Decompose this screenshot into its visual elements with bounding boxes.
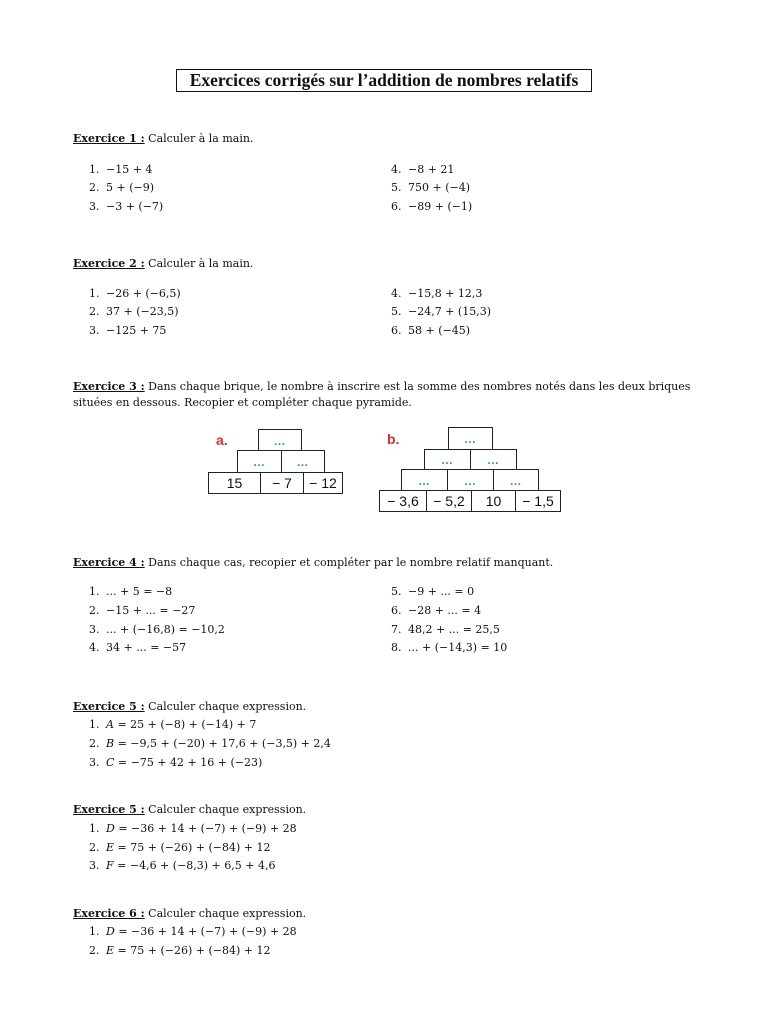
exercise-2-label: Exercice 2 : — [73, 257, 145, 270]
exercise-6-instruction: Calculer chaque expression. — [144, 907, 307, 920]
exercise-2-header — [73, 256, 253, 271]
list-item: 7. 48,2 + ... = 25,5 — [391, 623, 500, 636]
pyramid-b — [375, 422, 567, 516]
list-item: 2. B = −9,5 + (−20) + 17,6 + (−3,5) + 2,4 — [89, 737, 331, 750]
pyramid-b-letter: b. — [387, 431, 400, 447]
exercise-3-header — [73, 379, 713, 411]
pyramid-b-top-brick: … — [448, 427, 493, 450]
exercise-4-header — [73, 555, 553, 570]
exercise-3-instruction: Dans chaque brique, le nombre à inscrire est la somme des nombres notés dans les deux briques situées en dessous. Recopier et compléter chaque pyramide. — [73, 380, 691, 409]
list-item: 3. ... + (−16,8) = −10,2 — [89, 623, 225, 636]
list-item: 4. −15,8 + 12,3 — [391, 287, 483, 300]
pyramid-b-row3-brick: … — [493, 469, 539, 491]
exercise-5a-header — [73, 699, 306, 714]
exercise-5b-label: Exercice 5 : — [73, 803, 145, 816]
list-item: 8. ... + (−14,3) = 10 — [391, 641, 508, 654]
list-item: 4. 34 + ... = −57 — [89, 641, 187, 654]
list-item: 5. 750 + (−4) — [391, 181, 471, 194]
exercise-4-instruction: Dans chaque cas, recopier et compléter par le nombre relatif manquant. — [144, 556, 554, 569]
list-item: 2. 5 + (−9) — [89, 181, 155, 194]
exercise-2-instruction: Calculer à la main. — [144, 257, 254, 270]
exercise-1-header — [73, 131, 253, 146]
pyramid-a-base-brick: − 12 — [303, 472, 343, 494]
pyramid-a-letter: a. — [216, 432, 228, 448]
list-item: 6. −89 + (−1) — [391, 200, 473, 213]
exercise-4-label: Exercice 4 : — [73, 556, 145, 569]
pyramid-b-base-brick: − 3,6 — [379, 490, 427, 512]
exercise-1-label: Exercice 1 : — [73, 132, 145, 145]
list-item: 1. D = −36 + 14 + (−7) + (−9) + 28 — [89, 822, 297, 835]
exercise-6-label: Exercice 6 : — [73, 907, 145, 920]
list-item: 6. 58 + (−45) — [391, 324, 471, 337]
pyramid-b-base-brick: 10 — [471, 490, 516, 512]
list-item: 3. −3 + (−7) — [89, 200, 164, 213]
pyramid-b-row3-brick: … — [401, 469, 448, 491]
list-item: 3. C = −75 + 42 + 16 + (−23) — [89, 756, 263, 769]
pyramid-b-row2-brick: … — [424, 449, 471, 470]
list-item: 3. −125 + 75 — [89, 324, 167, 337]
pyramid-a-top-brick: … — [258, 429, 302, 451]
pyramid-b-base-brick: − 1,5 — [515, 490, 561, 512]
exercise-5b-instruction: Calculer chaque expression. — [144, 803, 307, 816]
list-item: 1. ... + 5 = −8 — [89, 585, 173, 598]
page-title: Exercices corrigés sur l’addition de nombres relatifs — [176, 69, 592, 92]
exercise-6-header — [73, 906, 306, 921]
list-item: 1. −26 + (−6,5) — [89, 287, 181, 300]
list-item: 2. E = 75 + (−26) + (−84) + 12 — [89, 944, 271, 957]
pyramid-b-base-brick: − 5,2 — [426, 490, 472, 512]
pyramid-b-row3-brick: … — [447, 469, 494, 491]
list-item: 2. 37 + (−23,5) — [89, 305, 179, 318]
list-item: 5. −24,7 + (15,3) — [391, 305, 491, 318]
list-item: 2. E = 75 + (−26) + (−84) + 12 — [89, 841, 271, 854]
exercise-5a-instruction: Calculer chaque expression. — [144, 700, 307, 713]
pyramid-b-row2-brick: … — [470, 449, 517, 470]
exercise-3-label: Exercice 3 : — [73, 380, 145, 393]
list-item: 5. −9 + ... = 0 — [391, 585, 475, 598]
list-item: 1. D = −36 + 14 + (−7) + (−9) + 28 — [89, 925, 297, 938]
pyramid-a-mid-brick: … — [237, 450, 282, 473]
pyramid-a-base-brick: − 7 — [260, 472, 304, 494]
exercise-5b-header — [73, 802, 306, 817]
pyramid-a-mid-brick: … — [281, 450, 325, 473]
exercise-5a-label: Exercice 5 : — [73, 700, 145, 713]
list-item: 4. −8 + 21 — [391, 163, 455, 176]
pyramid-a-base-brick: 15 — [208, 472, 261, 494]
exercise-1-instruction: Calculer à la main. — [144, 132, 254, 145]
list-item: 3. F = −4,6 + (−8,3) + 6,5 + 4,6 — [89, 859, 276, 872]
list-item: 1. A = 25 + (−8) + (−14) + 7 — [89, 718, 257, 731]
list-item: 1. −15 + 4 — [89, 163, 153, 176]
list-item: 6. −28 + ... = 4 — [391, 604, 482, 617]
pyramid-a — [200, 422, 348, 514]
list-item: 2. −15 + ... = −27 — [89, 604, 196, 617]
